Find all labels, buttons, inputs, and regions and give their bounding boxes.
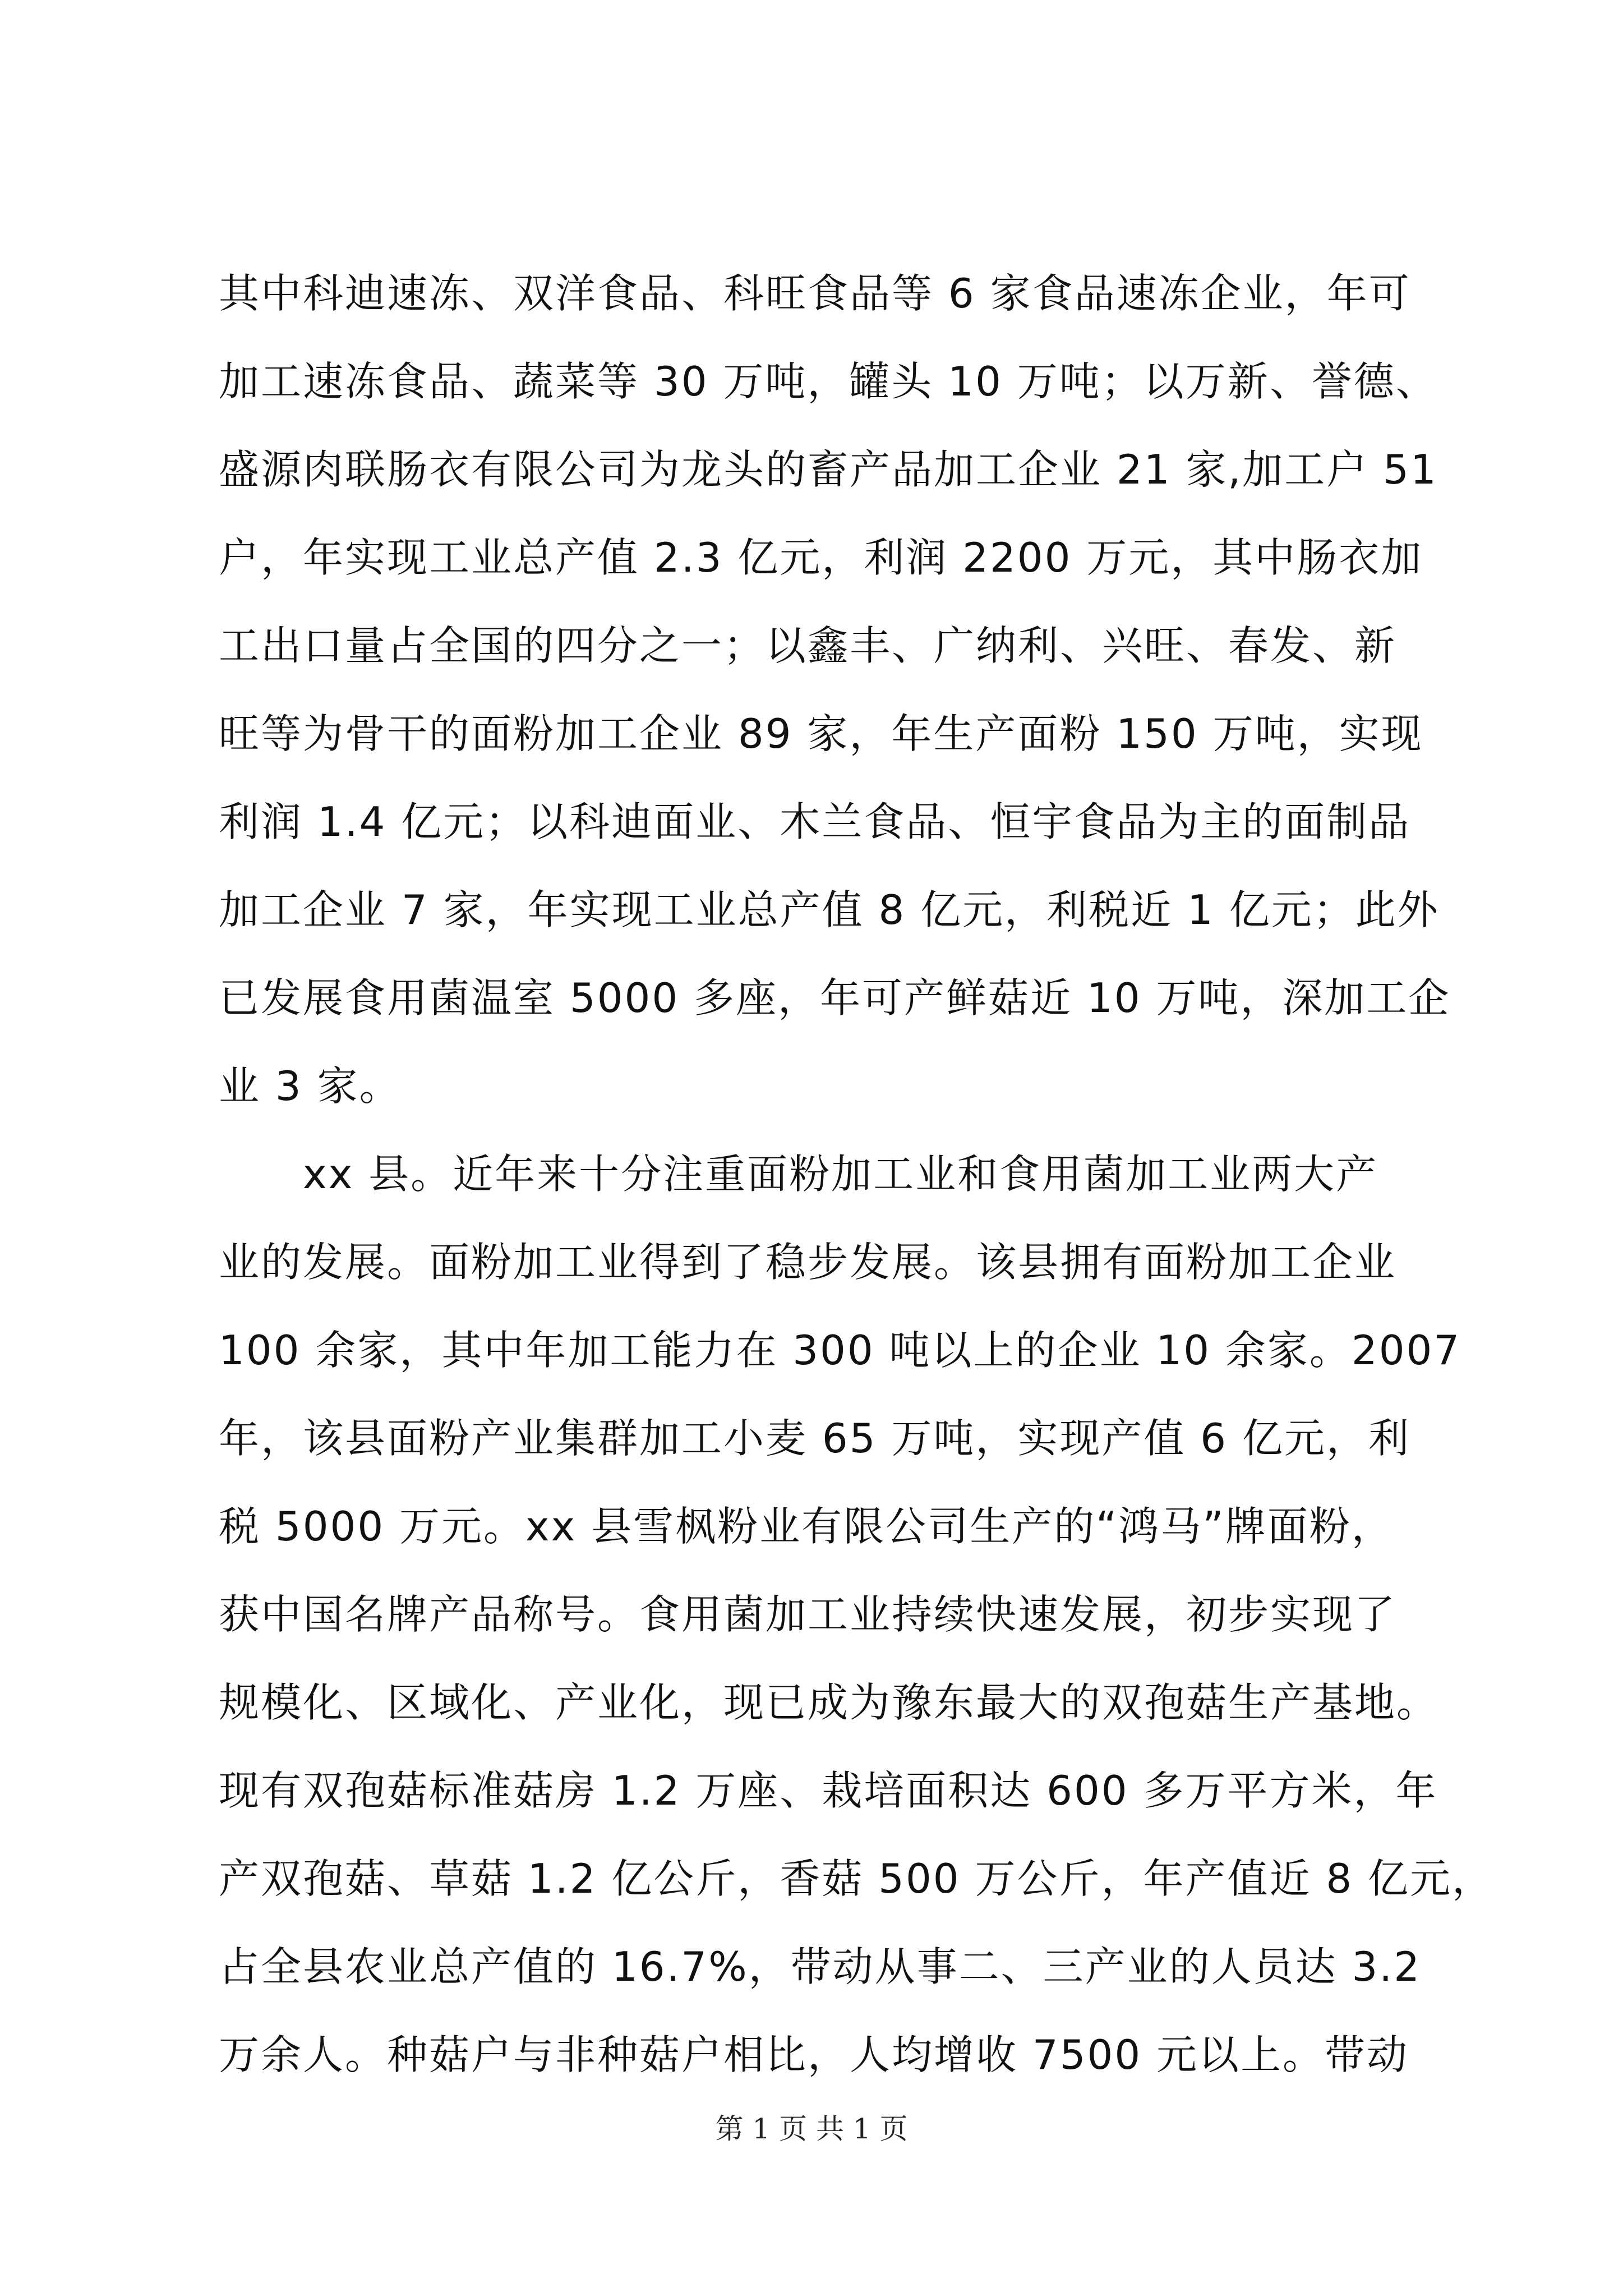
text-line: 占全县农业总产值的 16.7%，带动从事二、三产业的人员达 3.2 [219,1943,1422,1990]
paragraph-start-line: xx 县。近年来十分注重面粉加工业和食用菌加工业两大产 [303,1151,1378,1198]
text-line: 户，年实现工业总产值 2.3 亿元，利润 2200 万元，其中肠衣加 [219,534,1423,581]
text-line: 年，该县面粉产业集群加工小麦 65 万吨，实现产值 6 亿元，利 [219,1415,1410,1462]
text-line: 已发展食用菌温室 5000 多座，年可产鲜菇近 10 万吨，深加工企 [219,974,1451,1022]
text-line: 获中国名牌产品称号。食用菌加工业持续快速发展，初步实现了 [219,1591,1397,1638]
text-line: 加工速冻食品、蔬菜等 30 万吨，罐头 10 万吨；以万新、誉德、 [219,358,1438,405]
text-line: 利润 1.4 亿元；以科迪面业、木兰食品、恒宇食品为主的面制品 [219,798,1411,845]
text-line: 规模化、区域化、产业化，现已成为豫东最大的双孢菇生产基地。 [219,1679,1439,1726]
text-line: 盛源肉联肠衣有限公司为龙头的畜产品加工企业 21 家,加工户 51 [219,446,1438,493]
text-line: 万余人。种菇户与非种菇户相比，人均增收 7500 元以上。带动 [219,2031,1409,2078]
text-line: 旺等为骨干的面粉加工企业 89 家，年生产面粉 150 万吨，实现 [219,710,1423,757]
text-line: 其中科迪速冻、双洋食品、科旺食品等 6 家食品速冻企业，年可 [219,270,1411,317]
text-line: 100 余家，其中年加工能力在 300 吨以上的企业 10 余家。2007 [219,1327,1461,1374]
text-line: 业 3 家。 [219,1062,402,1110]
text-line: 加工企业 7 家，年实现工业总产值 8 亿元，利税近 1 亿元；此外 [219,886,1440,933]
text-line: 产双孢菇、草菇 1.2 亿公斤，香菇 500 万公斤，年产值近 8 亿元， [219,1855,1495,1902]
document-body [219,250,1495,2099]
text-line: 现有双孢菇标准菇房 1.2 万座、栽培面积达 600 多万平方米，年 [219,1767,1438,1814]
text-line: 工出口量占全国的四分之一；以鑫丰、广纳利、兴旺、春发、新 [219,622,1397,669]
text-line: 税 5000 万元。xx 县雪枫粉业有限公司生产的“鸿马”牌面粉， [219,1503,1394,1550]
page-number-footer: 第 1 页 共 1 页 [715,2113,908,2145]
text-line: 业的发展。面粉加工业得到了稳步发展。该县拥有面粉加工企业 [219,1239,1397,1286]
